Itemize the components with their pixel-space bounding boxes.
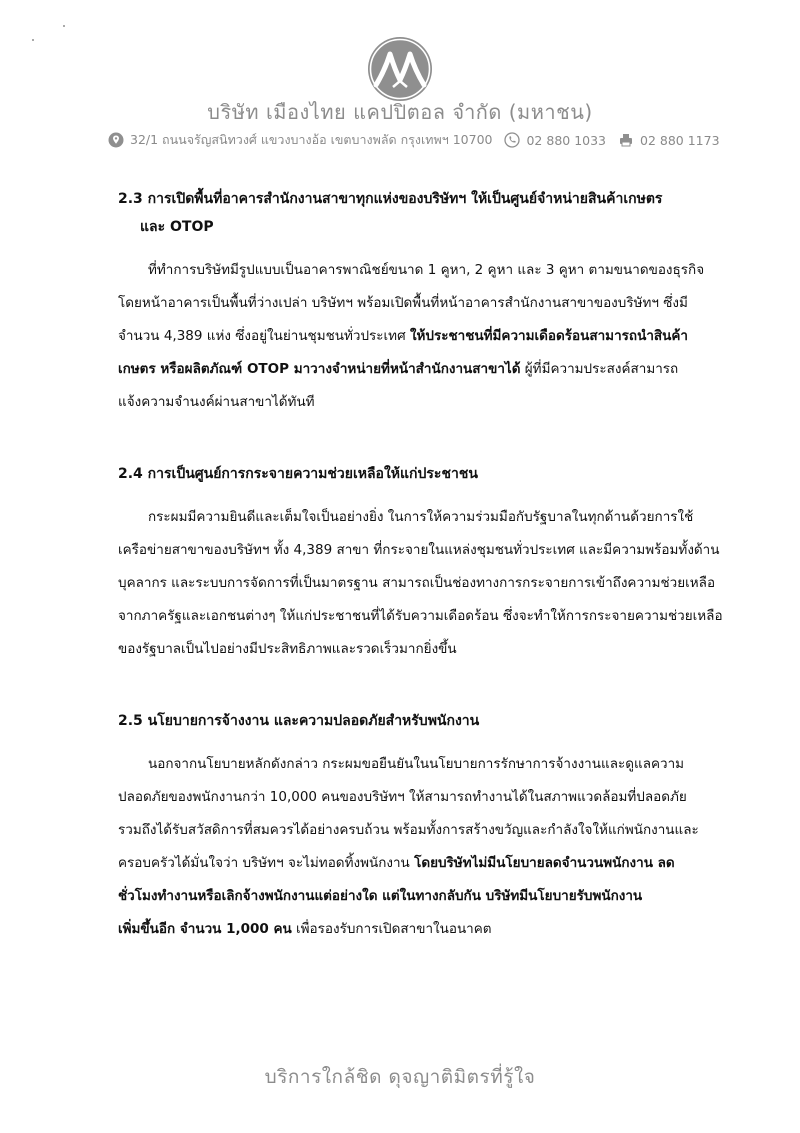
text-normal: เพื่อรองรับการเปิดสาขาในอนาคต	[291, 921, 492, 937]
scan-speck	[32, 39, 34, 41]
text-emphasis: ให้ประชาชนที่มีความเดือดร้อนสามารถนำสินค้า	[409, 328, 688, 344]
text-normal: ผู้ที่มีความประสงค์สามารถ	[520, 361, 679, 377]
company-name: บริษัท เมืองไทย แคปปิตอล จำกัด (มหาชน)	[207, 100, 593, 124]
paragraph-line: แจ้งความจำนงค์ผ่านสาขาได้ทันที	[118, 394, 315, 410]
phone-icon	[504, 132, 520, 148]
section-2-3-heading: 2.3 การเปิดพื้นที่อาคารสำนักงานสาขาทุกแห่งของบริษัทฯ ให้เป็นศูนย์จำหน่ายสินค้าเกษตร	[118, 191, 663, 207]
section-2-4-heading: 2.4 การเป็นศูนย์การกระจายความช่วยเหลือให้แก่ประชาชน	[118, 466, 478, 482]
paragraph-line: ชั่วโมงทำงานหรือเลิกจ้างพนักงานแต่อย่างใด แต่ในทางกลับกัน บริษัทมีนโยบายรับพนักงาน	[118, 888, 643, 904]
section-2-3-heading-cont: และ OTOP	[140, 219, 214, 235]
scan-speck	[63, 25, 65, 27]
paragraph-line: เครือข่ายสาขาของบริษัทฯ ทั้ง 4,389 สาขา ที่กระจายในแหล่งชุมชนทั่วประเทศ และมีความพร้อมทั้งด้าน	[118, 542, 720, 558]
paragraph-line: โดยหน้าอาคารเป็นพื้นที่ว่างเปล่า บริษัทฯ พร้อมเปิดพื้นที่หน้าอาคารสำนักงานสาขาของบริษัทฯ ซึ่งมี	[118, 295, 688, 311]
text-normal: ครอบครัวได้มั่นใจว่า บริษัทฯ จะไม่ทอดทิ้งพนักงาน	[118, 855, 415, 871]
phone-number: 02 880 1033	[526, 132, 607, 148]
contact-line	[108, 130, 720, 150]
company-logo-icon	[367, 36, 433, 102]
fax-number: 02 880 1173	[640, 132, 720, 148]
section-2-5-heading: 2.5 นโยบายการจ้างงาน และความปลอดภัยสำหรับพนักงาน	[118, 713, 480, 729]
location-pin-icon	[108, 132, 124, 148]
paragraph-line: รวมถึงได้รับสวัสดิการที่สมควรได้อย่างครบถ้วน พร้อมทั้งการสร้างขวัญและกำลังใจให้แก่พนักงานและ	[118, 822, 699, 838]
text-normal: จำนวน 4,389 แห่ง ซึ่งอยู่ในย่านชุมชนทั่วประเทศ	[118, 328, 410, 344]
paragraph-line: จากภาครัฐและเอกชนต่างๆ ให้แก่ประชาชนที่ได้รับความเดือดร้อน ซึ่งจะทำให้การกระจายความช่วยเหลือ	[118, 608, 723, 624]
footer-slogan: บริการใกล้ชิด ดุจญาติมิตรที่รู้ใจ	[264, 1066, 536, 1088]
paragraph-line: กระผมมีความยินดีและเต็มใจเป็นอย่างยิ่ง ในการให้ความร่วมมือกับรัฐบาลในทุกด้านด้วยการใช้	[148, 509, 694, 525]
text-emphasis: โดยบริษัทไม่มีนโยบายลดจำนวนพนักงาน ลด	[414, 855, 675, 871]
text-emphasis: เกษตร หรือผลิตภัณฑ์ OTOP มาวางจำหน่ายที่หน้าสำนักงานสาขาได้	[118, 361, 521, 377]
fax-icon	[618, 132, 634, 148]
paragraph-line: ปลอดภัยของพนักงานกว่า 10,000 คนของบริษัทฯ ให้สามารถทำงานได้ในสภาพแวดล้อมที่ปลอดภัย	[118, 789, 687, 805]
paragraph-line	[118, 359, 708, 379]
paragraph-line: บุคลากร และระบบการจัดการที่เป็นมาตรฐาน สามารถเป็นช่องทางการกระจายการเข้าถึงความช่วยเหลือ	[118, 575, 716, 591]
paragraph-line: นอกจากนโยบายหลักดังกล่าว กระผมขอยืนยันในนโยบายการรักษาการจ้างงานและดูแลความ	[148, 756, 685, 772]
paragraph-line: ของรัฐบาลเป็นไปอย่างมีประสิทธิภาพและรวดเร็วมากยิ่งขึ้น	[118, 641, 457, 657]
address-text: 32/1 ถนนจรัญสนิทวงศ์ แขวงบางอ้อ เขตบางพลัด กรุงเทพฯ 10700	[130, 132, 493, 147]
text-emphasis: เพิ่มขึ้นอีก จำนวน 1,000 คน	[118, 921, 292, 937]
paragraph-line: ที่ทำการบริษัทมีรูปแบบเป็นอาคารพาณิชย์ขนาด 1 คูหา, 2 คูหา และ 3 คูหา ตามขนาดของธุรกิจ	[148, 262, 705, 278]
paragraph-line	[118, 853, 708, 873]
paragraph-line	[118, 326, 708, 346]
paragraph-line	[118, 919, 708, 939]
